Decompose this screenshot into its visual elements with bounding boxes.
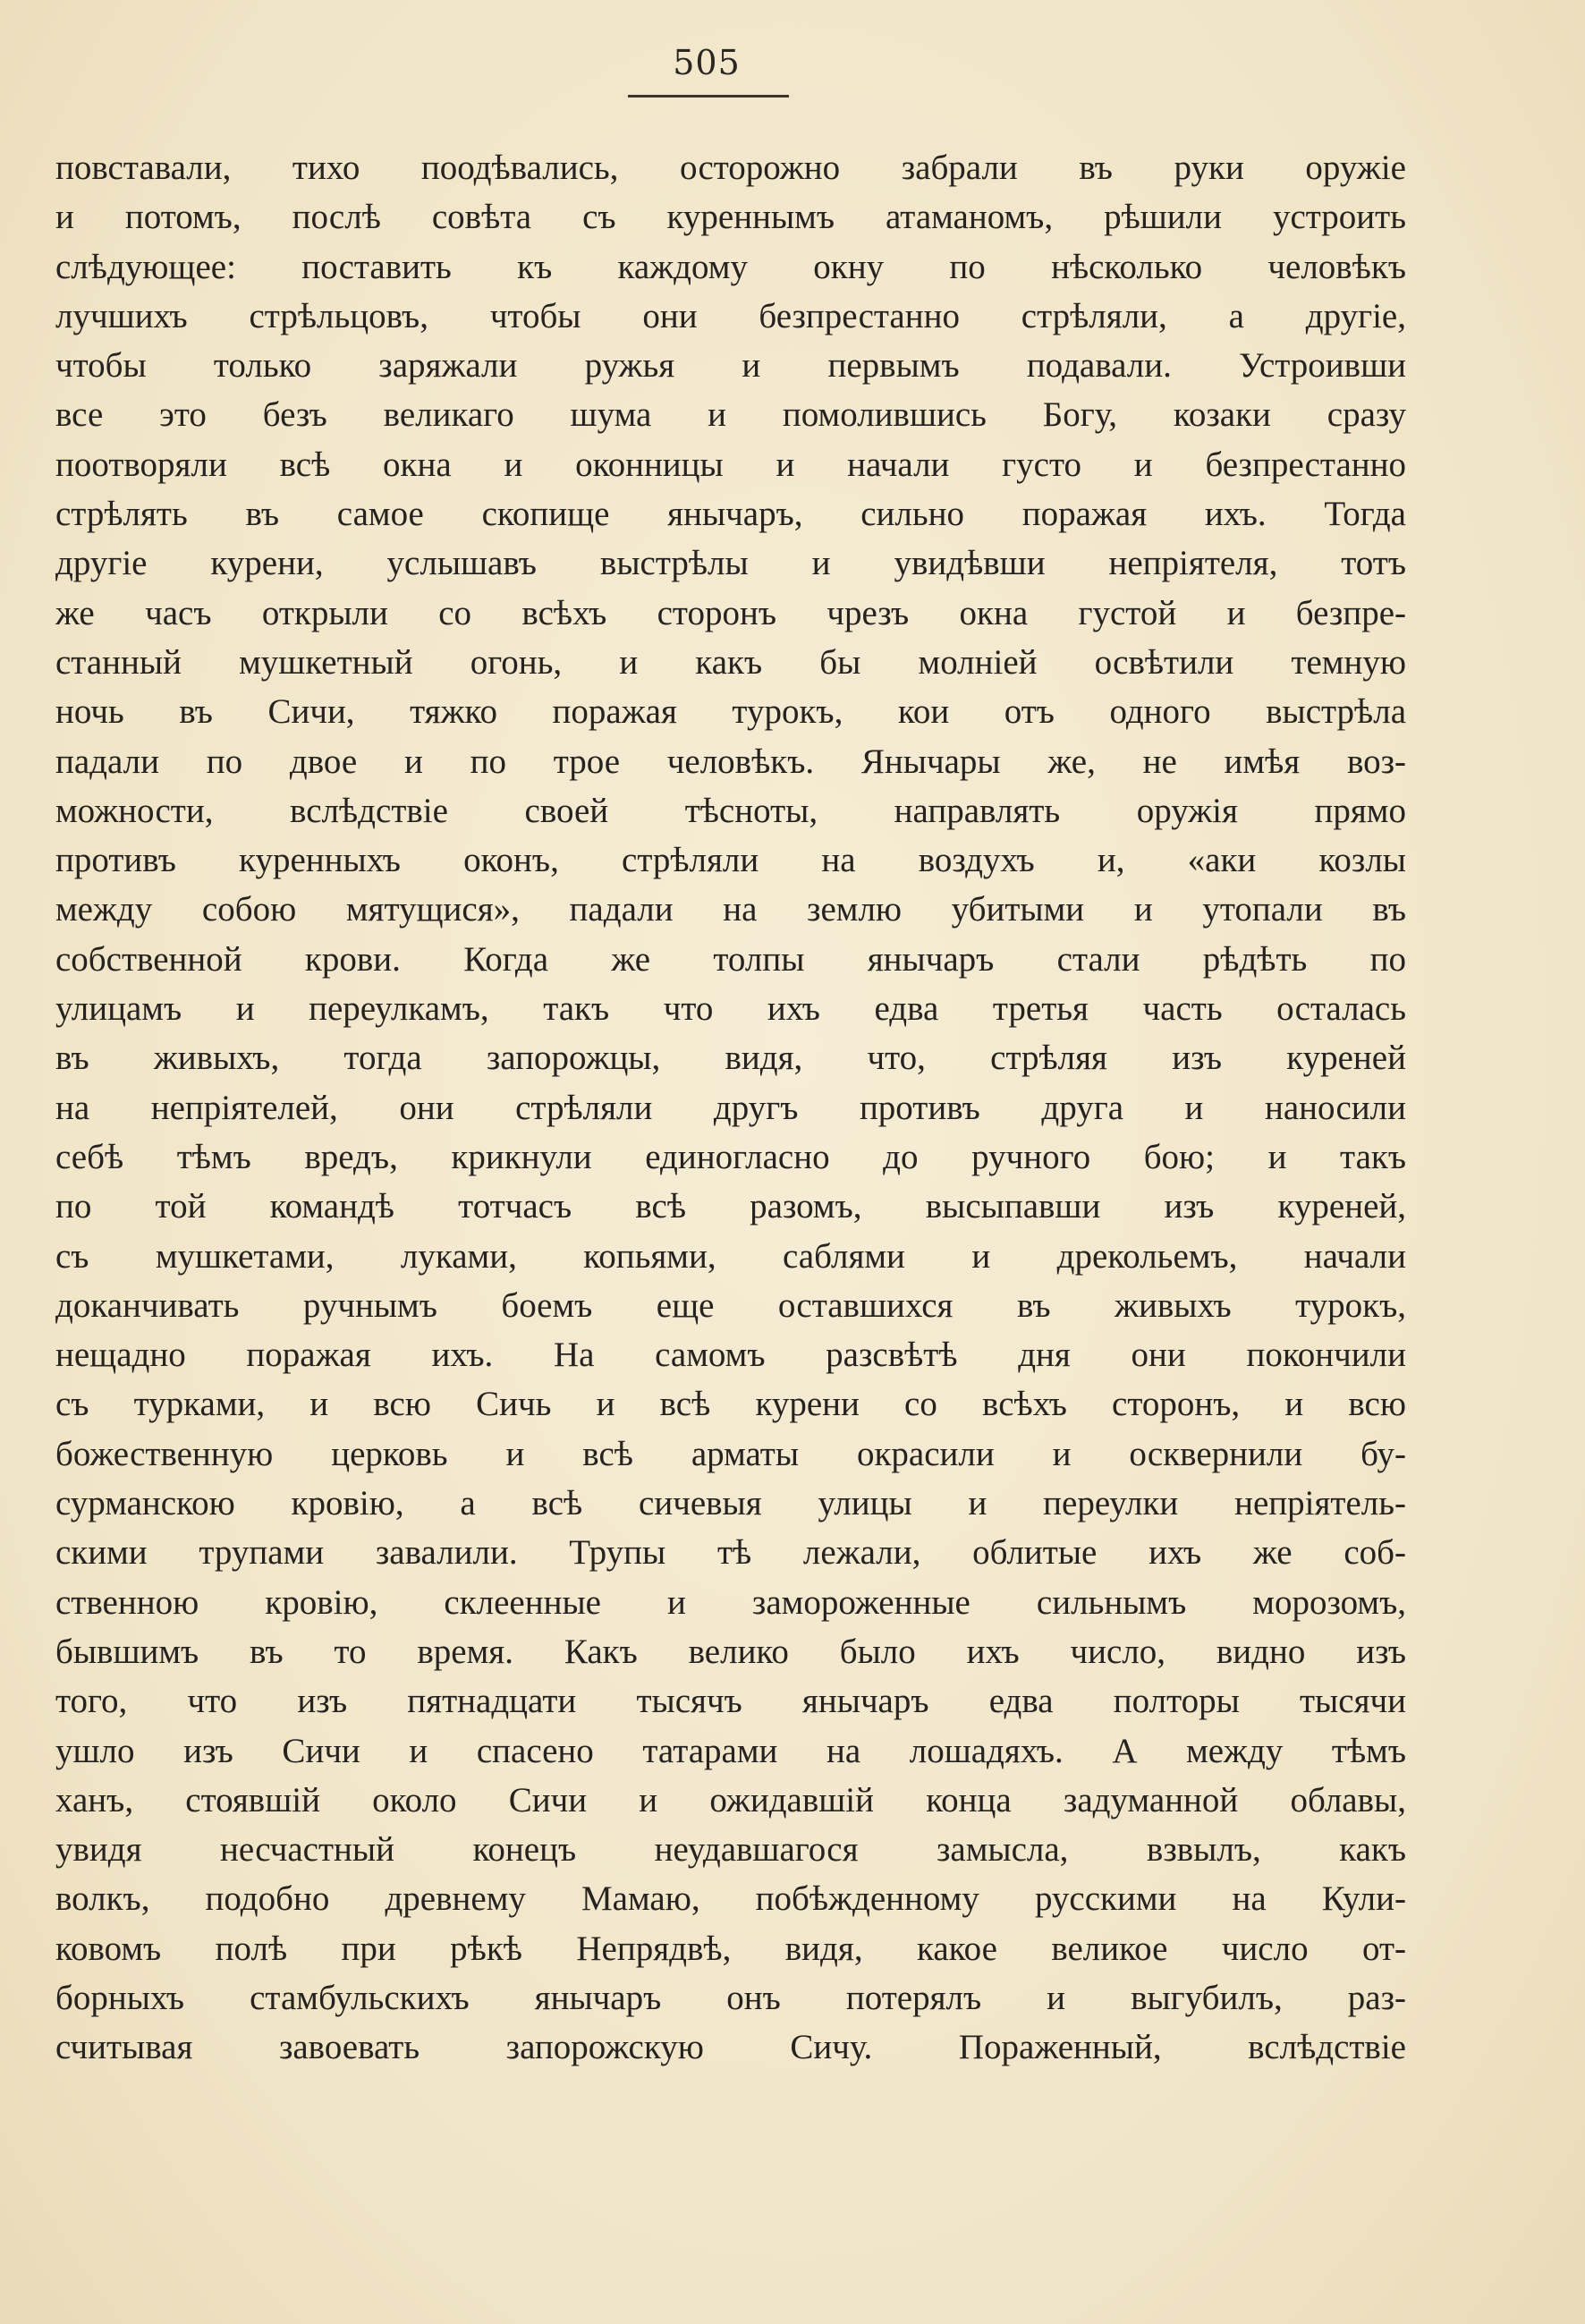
text-line: станный мушкетный огонь, и какъ бы молніей освѣтили темную [55,642,1406,682]
text-line: нещадно поражая ихъ. На самомъ разсвѣтѣ дня они покончили [55,1336,1406,1375]
text-line: въ живыхъ, тогда запорожцы, видя, что, стрѣляя изъ куреней [55,1039,1406,1078]
text-line: на непріятелей, они стрѣляли другъ противъ друга и наносили [55,1088,1406,1127]
text-line: бывшимъ въ то время. Какъ велико было ихъ число, видно изъ [55,1632,1406,1671]
text-line: собственной крови. Когда же толпы янычаръ стали рѣдѣть по [55,939,1406,979]
page-text-body [55,143,1406,2073]
text-line: лучшихъ стрѣльцовъ, чтобы они безпрестанно стрѣляли, а другіе, [55,296,1406,335]
text-line: ханъ, стоявшій около Сичи и ожидавшій конца задуманной облавы, [55,1780,1406,1819]
text-line: другіе курени, услышавъ выстрѣлы и увидѣвши непріятеля, тотъ [55,544,1406,583]
page-number-rule [628,95,789,98]
text-line: волкъ, подобно древнему Мамаю, побѣжденному русскими на Кули- [55,1879,1406,1919]
text-line: по той командѣ тотчасъ всѣ разомъ, высыпавши изъ куреней, [55,1187,1406,1226]
text-line: считывая завоевать запорожскую Сичу. Пораженный, вслѣдствіе [55,2028,1406,2067]
text-line: божественную церковь и всѣ арматы окрасили и осквернили бу- [55,1434,1406,1473]
text-line: противъ куренныхъ оконъ, стрѣляли на воздухъ и, «аки козлы [55,841,1406,880]
text-line: съ мушкетами, луками, копьями, саблями и дрекольемъ, начали [55,1236,1406,1276]
text-line: доканчивать ручнымъ боемъ еще оставшихся въ живыхъ турокъ, [55,1285,1406,1325]
text-line: все это безъ великаго шума и помолившись Богу, козаки сразу [55,395,1406,435]
text-line: борныхъ стамбульскихъ янычаръ онъ потерялъ и выгубилъ, раз- [55,1978,1406,2017]
text-line: ночь въ Сичи, тяжко поражая турокъ, кои отъ одного выстрѣла [55,692,1406,732]
text-line: скими трупами завалили. Трупы тѣ лежали, облитые ихъ же соб- [55,1533,1406,1573]
text-line: ушло изъ Сичи и спасено татарами на лошадяхъ. А между тѣмъ [55,1731,1406,1770]
text-line: слѣдующее: поставить къ каждому окну по нѣсколько человѣкъ [55,247,1406,286]
text-line: себѣ тѣмъ вредъ, крикнули единогласно до ручного бою; и такъ [55,1137,1406,1176]
text-line: поотворяли всѣ окна и оконницы и начали густо и безпрестанно [55,445,1406,484]
text-line: же часъ открыли со всѣхъ сторонъ чрезъ окна густой и безпре- [55,593,1406,632]
text-line: падали по двое и по трое человѣкъ. Янычары же, не имѣя воз- [55,742,1406,781]
text-line: ковомъ полѣ при рѣкѣ Непрядвѣ, видя, какое великое число от- [55,1929,1406,1968]
text-line: стрѣлять въ самое скопище янычаръ, сильно поражая ихъ. Тогда [55,495,1406,534]
text-line: того, что изъ пятнадцати тысячъ янычаръ едва полторы тысячи [55,1682,1406,1721]
text-line: между собою мятущися», падали на землю убитыми и утопали въ [55,890,1406,929]
text-line: улицамъ и переулкамъ, такъ что ихъ едва третья часть осталась [55,989,1406,1029]
text-line: ственною кровію, склеенные и замороженные сильнымъ морозомъ, [55,1582,1406,1622]
text-line: съ турками, и всю Сичь и всѣ курени со всѣхъ сторонъ, и всю [55,1385,1406,1424]
text-line: и потомъ, послѣ совѣта съ куреннымъ атаманомъ, рѣшили устроить [55,198,1406,237]
text-line: сурманскою кровію, а всѣ сичевыя улицы и переулки непріятель- [55,1484,1406,1523]
page-number: 505 [673,43,741,82]
text-line: увидя несчастный конецъ неудавшагося замысла, взвылъ, какъ [55,1830,1406,1870]
text-line: можности, вслѣдствіе своей тѣсноты, направлять оружія прямо [55,791,1406,830]
text-line: повставали, тихо поодѣвались, осторожно забрали въ руки оружіе [55,148,1406,187]
text-line: чтобы только заряжали ружья и первымъ подавали. Устроивши [55,346,1406,386]
